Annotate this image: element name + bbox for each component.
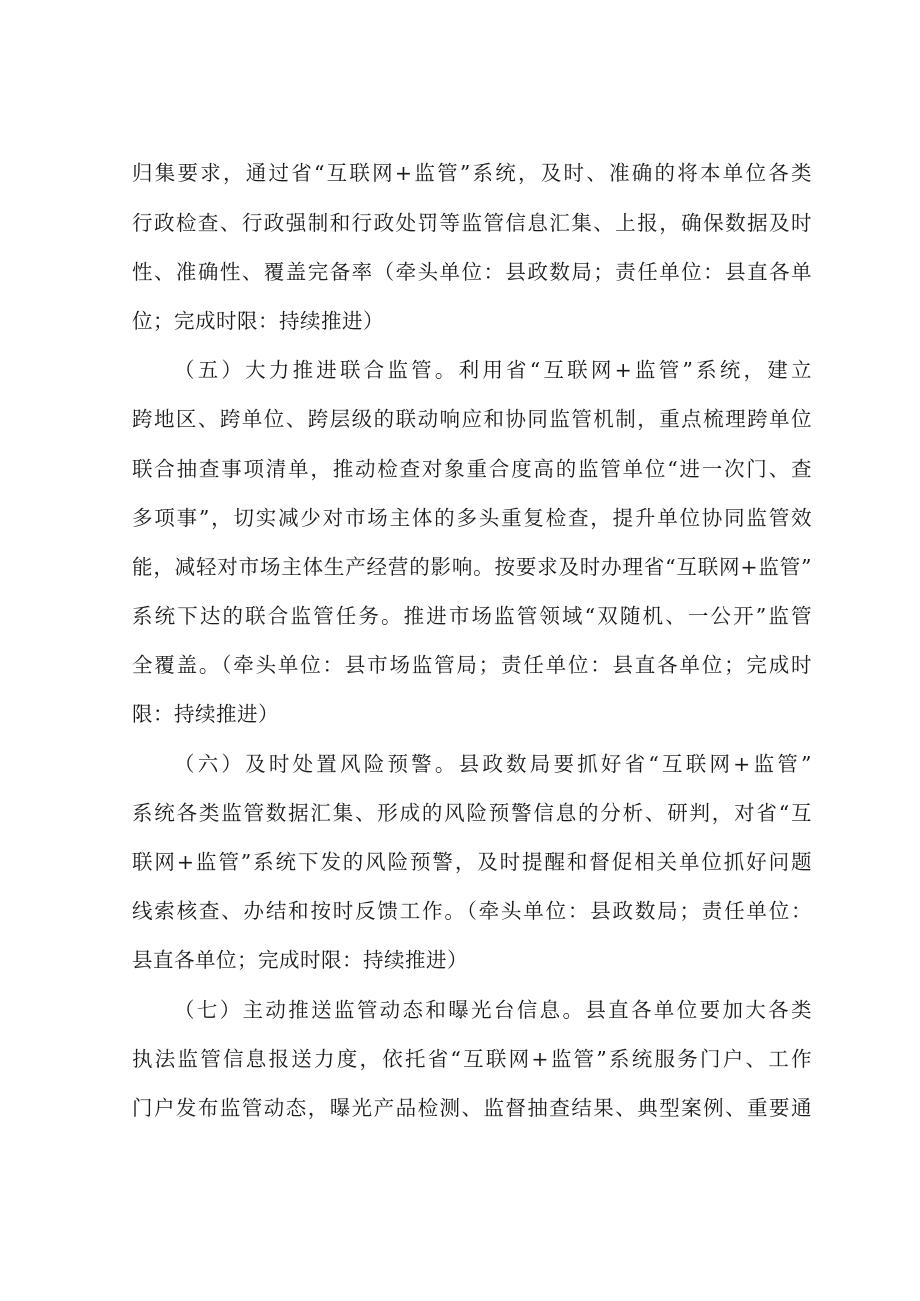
text-line: 联合抽查事项清单，推动检查对象重合度高的监管单位“进一次门、查 bbox=[132, 457, 812, 481]
text-line: 执法监管信息报送力度，依托省“互联网+监管”系统服务门户、工作 bbox=[132, 1047, 812, 1071]
text-line: 联网+监管”系统下发的风险预警，及时提醒和督促相关单位抓好问题 bbox=[132, 850, 812, 874]
section-heading-line: （七）主动推送监管动态和曝光台信息。县直各单位要加大各类 bbox=[174, 998, 812, 1022]
section-heading-line: （六）及时处置风险预警。县政数局要抓好省“互联网+监管” bbox=[174, 752, 812, 776]
text-line: 归集要求，通过省“互联网+监管”系统，及时、准确的将本单位各类 bbox=[132, 161, 812, 185]
text-line: 跨地区、跨单位、跨层级的联动响应和协同监管机制，重点梳理跨单位 bbox=[132, 407, 812, 431]
text-line: 系统各类监管数据汇集、形成的风险预警信息的分析、研判，对省“互 bbox=[132, 801, 812, 825]
text-line: 全覆盖。（牵头单位：县市场监管局；责任单位：县直各单位；完成时 bbox=[132, 653, 812, 677]
text-line: 系统下达的联合监管任务。推进市场监管领域“双随机、一公开”监管 bbox=[132, 604, 812, 628]
text-line: 限：持续推进） bbox=[132, 702, 279, 726]
text-line: 性、准确性、覆盖完备率（牵头单位：县政数局；责任单位：县直各单 bbox=[132, 260, 812, 284]
text-line: 多项事”，切实减少对市场主体的多头重复检查，提升单位协同监管效 bbox=[132, 506, 812, 530]
section-heading-line: （五）大力推进联合监管。利用省“互联网+监管”系统，建立 bbox=[174, 358, 812, 382]
text-line: 门户发布监管动态，曝光产品检测、监督抽查结果、典型案例、重要通 bbox=[132, 1096, 812, 1120]
text-line: 行政检查、行政强制和行政处罚等监管信息汇集、上报，确保数据及时 bbox=[132, 211, 812, 235]
text-line: 位；完成时限：持续推进） bbox=[132, 309, 384, 333]
text-line: 能，减轻对市场主体生产经营的影响。按要求及时办理省“互联网+监管” bbox=[132, 555, 812, 579]
text-line: 县直各单位；完成时限：持续推进） bbox=[132, 948, 468, 972]
text-line: 线索核查、办结和按时反馈工作。（牵头单位：县政数局；责任单位： bbox=[132, 899, 812, 923]
